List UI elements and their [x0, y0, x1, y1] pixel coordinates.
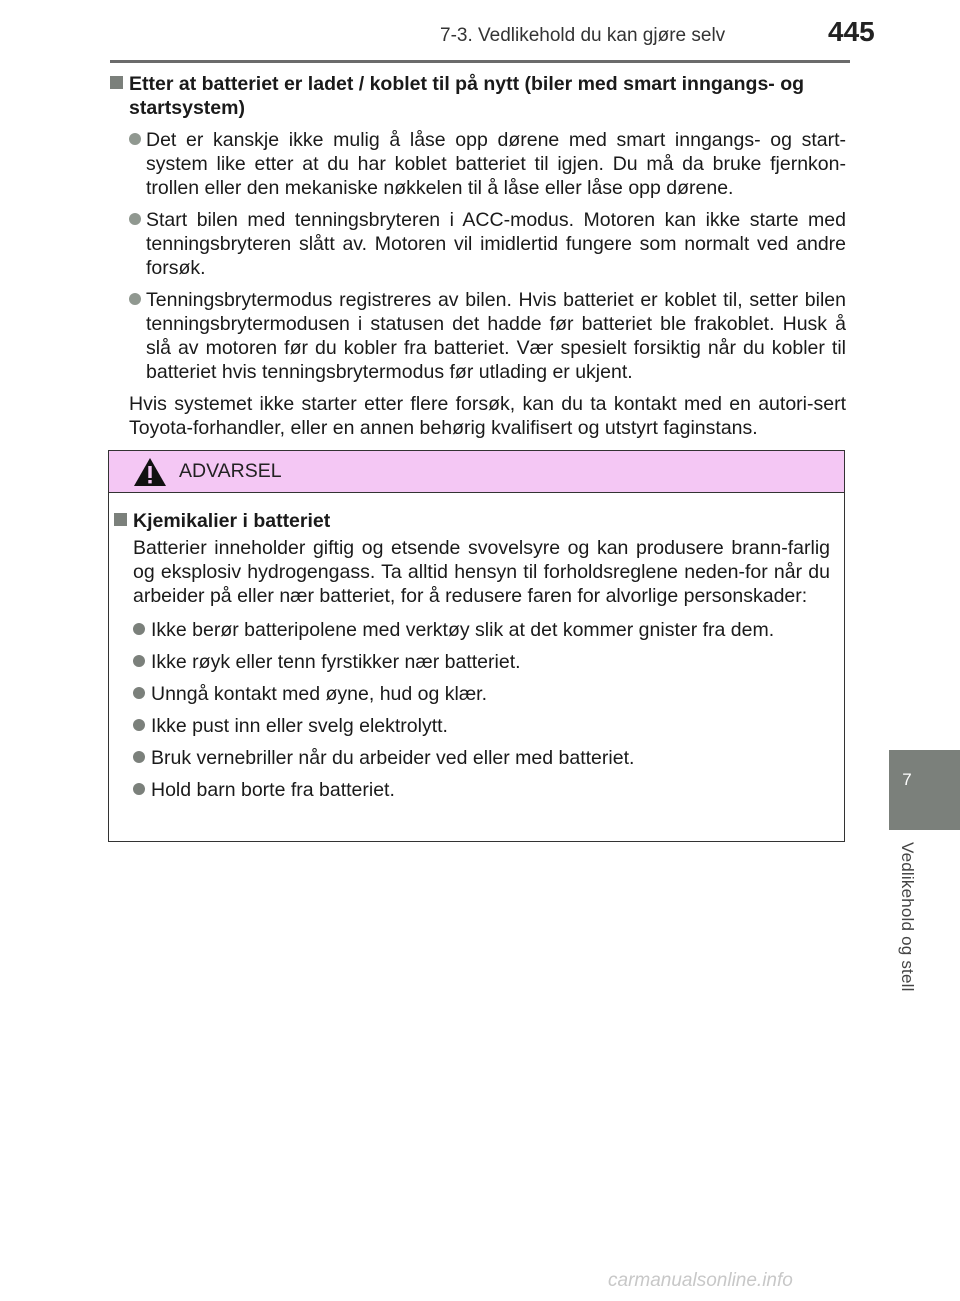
side-tab	[889, 750, 960, 830]
list-item-text: Start bilen med tenningsbryteren i ACC-modus. Motoren kan ikke starte med tenningsbryteren slått av. Motoren vil imidlertid fungere som normalt ved andre forsøk.	[146, 209, 846, 279]
watermark: carmanualsonline.info	[608, 1270, 793, 1291]
circle-bullet-icon	[133, 783, 145, 795]
warning-title: ADVARSEL	[179, 460, 282, 482]
list-item-text: Tenningsbrytermodus registreres av bilen. Hvis batteriet er koblet til, setter bilen tenningsbrytermodusen i statusen det hadde før batteriet ble frakoblet. Husk å slå av motoren før du kobler fra batteriet. Vær spesielt forsiktig når du kobler til batteriet hvis tenningsbrytermodus før utlading er ukjent.	[146, 289, 846, 383]
warning-list-item-text: Unngå kontakt med øyne, hud og klær.	[151, 683, 488, 705]
list-item	[110, 288, 846, 384]
page-number: 445	[828, 16, 875, 47]
section-heading-text: Etter at batteriet er ladet / koblet til på nytt (biler med smart inngangs- og startsystem)	[129, 73, 805, 119]
list-item	[110, 208, 846, 280]
main-content	[110, 72, 846, 440]
circle-bullet-icon	[129, 133, 141, 145]
square-bullet-icon	[110, 76, 123, 89]
warning-list-item	[133, 650, 830, 674]
circle-bullet-icon	[133, 623, 145, 635]
circle-bullet-icon	[129, 293, 141, 305]
warning-list-item-text: Bruk vernebriller når du arbeider ved eller med batteriet.	[151, 747, 635, 769]
warning-list-item	[133, 778, 830, 802]
warning-list-item	[133, 682, 830, 706]
warning-heading	[114, 509, 830, 533]
square-bullet-icon	[114, 513, 127, 526]
warning-list-item	[133, 618, 830, 642]
section-heading	[110, 72, 846, 120]
warning-box	[108, 450, 845, 842]
header-section-title: 7-3. Vedlikehold du kan gjøre selv	[440, 25, 726, 46]
circle-bullet-icon	[129, 213, 141, 225]
closing-paragraph: Hvis systemet ikke starter etter flere forsøk, kan du ta kontakt med en autori-sert Toyota-forhandler, eller en annen behørig kvalifisert og utstyrt faginstans.	[129, 393, 846, 439]
warning-paragraph: Batterier inneholder giftig og etsende svovelsyre og kan produsere brann-farlig og eksplosiv hydrogengass. Ta alltid hensyn til forholdsreglene neden-for når du arbeider på eller nær batteriet, for å redusere faren for alvorlige personskader:	[133, 537, 830, 607]
warning-list-item-text: Ikke pust inn eller svelg elektrolytt.	[151, 715, 448, 737]
circle-bullet-icon	[133, 719, 145, 731]
warning-heading-text: Kjemikalier i batteriet	[133, 510, 331, 532]
circle-bullet-icon	[133, 655, 145, 667]
warning-triangle-icon	[133, 457, 167, 487]
list-item-text: Det er kanskje ikke mulig å låse opp dørene med smart inngangs- og start-system like etter at du har koblet batteriet til igjen. Du må da bruke fjernkon-trollen eller den mekaniske nøkkelen til å låse eller låse opp dørene.	[146, 129, 846, 199]
warning-list-item-text: Ikke berør batteripolene med verktøy slik at det kommer gnister fra dem.	[151, 619, 775, 641]
side-tab-number: 7	[902, 770, 912, 789]
warning-list-item-text: Hold barn borte fra batteriet.	[151, 779, 395, 801]
warning-body	[109, 493, 844, 802]
list-item	[110, 128, 846, 200]
header-divider	[110, 60, 850, 63]
warning-header	[109, 451, 844, 493]
warning-list-item-text: Ikke røyk eller tenn fyrstikker nær batteriet.	[151, 651, 521, 673]
warning-list-item	[133, 746, 830, 770]
circle-bullet-icon	[133, 751, 145, 763]
warning-list-item	[133, 714, 830, 738]
circle-bullet-icon	[133, 687, 145, 699]
side-tab-label: Vedlikehold og stell	[898, 842, 917, 992]
